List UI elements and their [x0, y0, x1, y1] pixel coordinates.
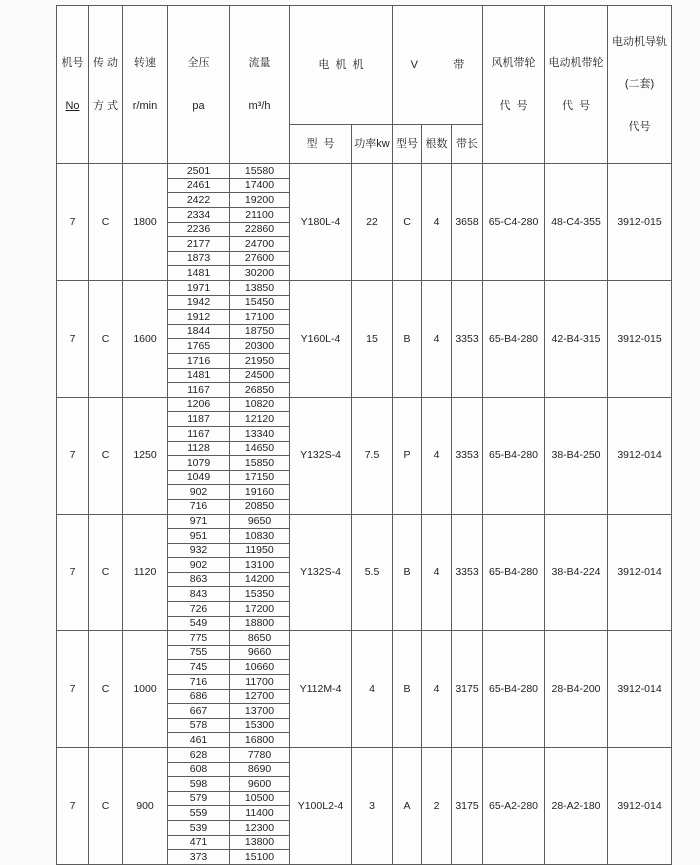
- flow-cell: 17400: [230, 178, 290, 193]
- col-header-pressure: 全压 pa: [168, 6, 230, 164]
- pressure-cell: 1167: [168, 426, 230, 441]
- flow-cell: 10820: [230, 397, 290, 412]
- flow-cell: 15100: [230, 850, 290, 865]
- motor-rail-cell: 3912-014: [608, 397, 672, 514]
- flow-cell: 7780: [230, 748, 290, 763]
- fan-pulley-cell: 65-B4-280: [483, 631, 545, 748]
- fan-pulley-cell: 65-C4-280: [483, 164, 545, 281]
- pressure-cell: 1481: [168, 266, 230, 281]
- flow-cell: 12300: [230, 820, 290, 835]
- motor-pulley-cell: 38-B4-224: [545, 514, 608, 631]
- flow-cell: 27600: [230, 251, 290, 266]
- spec-row: [57, 397, 672, 412]
- pressure-cell: 745: [168, 660, 230, 675]
- vbelt-count-cell: 4: [422, 281, 452, 398]
- pressure-cell: 932: [168, 543, 230, 558]
- vbelt-group-letter: V: [410, 58, 419, 71]
- motor-rail-cell: 3912-014: [608, 631, 672, 748]
- pressure-cell: 559: [168, 806, 230, 821]
- drive-type-cell: C: [89, 514, 123, 631]
- speed-cell: 900: [123, 748, 168, 865]
- vbelt-model-cell: B: [393, 281, 422, 398]
- machine-no-cell: 7: [57, 281, 89, 398]
- pressure-cell: 2422: [168, 193, 230, 208]
- col-header-speed: 转速 r/min: [123, 6, 168, 164]
- flow-cell: 17100: [230, 310, 290, 325]
- vbelt-length-cell: 3353: [452, 514, 483, 631]
- vbelt-length-cell: 3353: [452, 397, 483, 514]
- vbelt-length-cell: 3353: [452, 281, 483, 398]
- spec-row: [57, 514, 672, 529]
- motor-pulley-cell: 38-B4-250: [545, 397, 608, 514]
- pressure-cell: 902: [168, 485, 230, 500]
- pressure-cell: 1187: [168, 412, 230, 427]
- spec-row: [57, 281, 672, 296]
- vbelt-model-cell: B: [393, 514, 422, 631]
- pressure-cell: 1844: [168, 324, 230, 339]
- vbelt-length-cell: 3658: [452, 164, 483, 281]
- motor-pulley-cell: 28-A2-180: [545, 748, 608, 865]
- motor-rail-cell: 3912-015: [608, 164, 672, 281]
- pressure-cell: 686: [168, 689, 230, 704]
- vbelt-model-cell: P: [393, 397, 422, 514]
- flow-cell: 15850: [230, 456, 290, 471]
- flow-cell: 26850: [230, 383, 290, 398]
- motor-model-cell: Y112M-4: [290, 631, 352, 748]
- flow-cell: 11400: [230, 806, 290, 821]
- flow-cell: 14200: [230, 572, 290, 587]
- spec-table-header: [57, 6, 672, 164]
- flow-cell: 30200: [230, 266, 290, 281]
- motor-power-cell: 4: [352, 631, 393, 748]
- pressure-cell: 579: [168, 791, 230, 806]
- pressure-cell: 1128: [168, 441, 230, 456]
- flow-cell: 22860: [230, 222, 290, 237]
- col-header-vbelt-length: 带长: [452, 124, 483, 163]
- pressure-cell: 726: [168, 602, 230, 617]
- motor-pulley-cell: 42-B4-315: [545, 281, 608, 398]
- pressure-cell: 843: [168, 587, 230, 602]
- flow-cell: 20300: [230, 339, 290, 354]
- flow-cell: 8690: [230, 762, 290, 777]
- pressure-cell: 1206: [168, 397, 230, 412]
- fan-pulley-cell: 65-A2-280: [483, 748, 545, 865]
- motor-model-cell: Y160L-4: [290, 281, 352, 398]
- group-header-vbelt: [393, 6, 483, 125]
- pressure-cell: 1079: [168, 456, 230, 471]
- vbelt-model-cell: A: [393, 748, 422, 865]
- col-header-vbelt-model: 型号: [393, 124, 422, 163]
- pressure-cell: 1873: [168, 251, 230, 266]
- vbelt-model-cell: B: [393, 631, 422, 748]
- pressure-cell: 863: [168, 572, 230, 587]
- motor-model-cell: Y132S-4: [290, 397, 352, 514]
- flow-cell: 19160: [230, 485, 290, 500]
- pressure-cell: 2461: [168, 178, 230, 193]
- flow-cell: 9600: [230, 777, 290, 792]
- drive-type-cell: C: [89, 748, 123, 865]
- speed-cell: 1800: [123, 164, 168, 281]
- flow-cell: 20850: [230, 499, 290, 514]
- vbelt-count-cell: 2: [422, 748, 452, 865]
- machine-no-cell: 7: [57, 397, 89, 514]
- motor-rail-cell: 3912-014: [608, 514, 672, 631]
- motor-power-cell: 22: [352, 164, 393, 281]
- pressure-cell: 2177: [168, 237, 230, 252]
- pressure-cell: 2501: [168, 164, 230, 179]
- flow-cell: 17150: [230, 470, 290, 485]
- fan-pulley-cell: 65-B4-280: [483, 397, 545, 514]
- motor-power-cell: 5.5: [352, 514, 393, 631]
- speed-cell: 1120: [123, 514, 168, 631]
- flow-cell: 15350: [230, 587, 290, 602]
- pressure-cell: 951: [168, 529, 230, 544]
- flow-cell: 13850: [230, 281, 290, 296]
- fan-pulley-cell: 65-B4-280: [483, 514, 545, 631]
- spec-table-body: [57, 164, 672, 865]
- motor-pulley-cell: 28-B4-200: [545, 631, 608, 748]
- col-header-vbelt-count: 根数: [422, 124, 452, 163]
- flow-cell: 10660: [230, 660, 290, 675]
- pressure-cell: 1481: [168, 368, 230, 383]
- spec-row: [57, 748, 672, 763]
- drive-type-cell: C: [89, 164, 123, 281]
- flow-cell: 12700: [230, 689, 290, 704]
- flow-cell: 11700: [230, 675, 290, 690]
- machine-no-sublabel: No: [65, 99, 80, 112]
- col-header-drive: 传 动 方 式: [89, 6, 123, 164]
- drive-type-cell: C: [89, 397, 123, 514]
- vbelt-count-cell: 4: [422, 514, 452, 631]
- flow-cell: 16800: [230, 733, 290, 748]
- vbelt-length-cell: 3175: [452, 631, 483, 748]
- machine-no-cell: 7: [57, 514, 89, 631]
- spec-row: [57, 164, 672, 179]
- vbelt-length-cell: 3175: [452, 748, 483, 865]
- col-header-motor-model: 型 号: [290, 124, 352, 163]
- pressure-cell: 2334: [168, 208, 230, 223]
- pressure-cell: 755: [168, 645, 230, 660]
- motor-power-cell: 15: [352, 281, 393, 398]
- flow-cell: 10830: [230, 529, 290, 544]
- drive-type-cell: C: [89, 631, 123, 748]
- fan-pulley-cell: 65-B4-280: [483, 281, 545, 398]
- motor-rail-cell: 3912-015: [608, 281, 672, 398]
- pressure-cell: 461: [168, 733, 230, 748]
- pressure-cell: 471: [168, 835, 230, 850]
- pressure-cell: 1765: [168, 339, 230, 354]
- motor-model-cell: Y180L-4: [290, 164, 352, 281]
- flow-cell: 18800: [230, 616, 290, 631]
- motor-rail-cell: 3912-014: [608, 748, 672, 865]
- speed-cell: 1000: [123, 631, 168, 748]
- pressure-cell: 608: [168, 762, 230, 777]
- flow-cell: 8650: [230, 631, 290, 646]
- flow-cell: 21950: [230, 353, 290, 368]
- speed-cell: 1600: [123, 281, 168, 398]
- flow-cell: 14650: [230, 441, 290, 456]
- flow-cell: 12120: [230, 412, 290, 427]
- flow-cell: 11950: [230, 543, 290, 558]
- flow-cell: 9660: [230, 645, 290, 660]
- col-header-motor-rail: 电动机导轨 (二套) 代号: [608, 6, 672, 164]
- pressure-cell: 373: [168, 850, 230, 865]
- spec-table: [56, 5, 672, 865]
- pressure-cell: 539: [168, 820, 230, 835]
- col-header-flow: 流量 m³/h: [230, 6, 290, 164]
- vbelt-count-cell: 4: [422, 397, 452, 514]
- vbelt-group-char: 带: [453, 58, 465, 71]
- machine-no-cell: 7: [57, 164, 89, 281]
- pressure-cell: 628: [168, 748, 230, 763]
- flow-cell: 13700: [230, 704, 290, 719]
- col-header-motor-pulley: 电动机带轮 代 号: [545, 6, 608, 164]
- pressure-cell: 971: [168, 514, 230, 529]
- pressure-cell: 1971: [168, 281, 230, 296]
- flow-cell: 15450: [230, 295, 290, 310]
- pressure-cell: 1049: [168, 470, 230, 485]
- motor-power-cell: 7.5: [352, 397, 393, 514]
- pressure-cell: 1167: [168, 383, 230, 398]
- spec-row: [57, 631, 672, 646]
- flow-cell: 18750: [230, 324, 290, 339]
- pressure-cell: 667: [168, 704, 230, 719]
- flow-cell: 9650: [230, 514, 290, 529]
- pressure-cell: 1716: [168, 353, 230, 368]
- pressure-cell: 578: [168, 718, 230, 733]
- pressure-cell: 1912: [168, 310, 230, 325]
- flow-cell: 15300: [230, 718, 290, 733]
- drive-type-cell: C: [89, 281, 123, 398]
- flow-cell: 13100: [230, 558, 290, 573]
- pressure-cell: 1942: [168, 295, 230, 310]
- machine-no-label: 机号: [61, 57, 84, 70]
- flow-cell: 10500: [230, 791, 290, 806]
- flow-cell: 17200: [230, 602, 290, 617]
- flow-cell: 19200: [230, 193, 290, 208]
- flow-cell: 24700: [230, 237, 290, 252]
- pressure-cell: 598: [168, 777, 230, 792]
- flow-cell: 24500: [230, 368, 290, 383]
- motor-model-cell: Y132S-4: [290, 514, 352, 631]
- flow-cell: 13800: [230, 835, 290, 850]
- machine-no-cell: 7: [57, 748, 89, 865]
- flow-cell: 15580: [230, 164, 290, 179]
- col-header-motor-power: 功率kw: [352, 124, 393, 163]
- group-header-motor: 电 机 机: [290, 6, 393, 125]
- pressure-cell: 716: [168, 499, 230, 514]
- pressure-cell: 549: [168, 616, 230, 631]
- vbelt-count-cell: 4: [422, 631, 452, 748]
- vbelt-count-cell: 4: [422, 164, 452, 281]
- motor-pulley-cell: 48-C4-355: [545, 164, 608, 281]
- speed-cell: 1250: [123, 397, 168, 514]
- machine-no-cell: 7: [57, 631, 89, 748]
- pressure-cell: 775: [168, 631, 230, 646]
- vbelt-model-cell: C: [393, 164, 422, 281]
- motor-model-cell: Y100L2-4: [290, 748, 352, 865]
- flow-cell: 13340: [230, 426, 290, 441]
- pressure-cell: 2236: [168, 222, 230, 237]
- pressure-cell: 716: [168, 675, 230, 690]
- flow-cell: 21100: [230, 208, 290, 223]
- col-header-machine-no: [57, 6, 89, 164]
- col-header-fan-pulley: 风机带轮 代 号: [483, 6, 545, 164]
- pressure-cell: 902: [168, 558, 230, 573]
- motor-power-cell: 3: [352, 748, 393, 865]
